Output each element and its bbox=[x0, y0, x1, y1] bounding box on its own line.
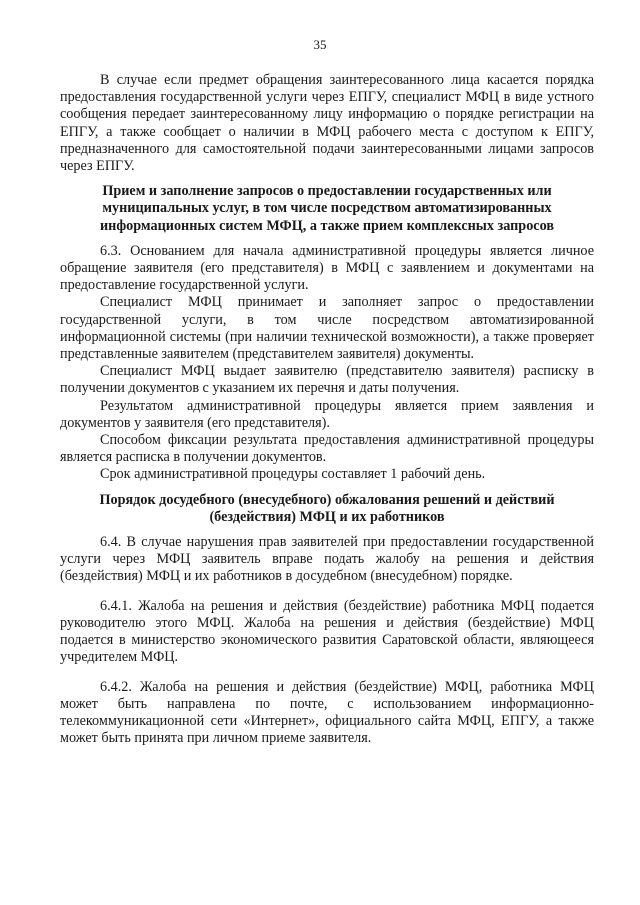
section-heading-appeal: Порядок досудебного (внесудебного) обжалования решений и действий (бездействия) МФЦ и их работников bbox=[99, 491, 555, 525]
paragraph-6-3: 6.3. Основанием для начала административной процедуры является личное обращение заявителя (его представителя) в МФЦ с заявлением и документами на предоставление государственной услуги. bbox=[60, 242, 594, 294]
paragraph-6-4-1: 6.4.1. Жалоба на решения и действия (бездействие) работника МФЦ подается руководителю этого МФЦ. Жалоба на решения и действия (бездействие) МФЦ подается в министерство экономического развития Саратовской области, являющееся учредителем МФЦ. bbox=[60, 597, 594, 666]
paragraph-epgu-info: В случае если предмет обращения заинтересованного лица касается порядка предоставления государственной услуги через ЕПГУ, специалист МФЦ в виде устного сообщения передает заинтересованному лицу информацию о порядке регистрации на ЕПГУ, а также сообщает о наличии в МФЦ рабочего места с доступом к ЕПГУ, предназначенного для самостоятельной подачи заинтересованными лицами запросов через ЕПГУ. bbox=[60, 72, 594, 175]
page-number: 35 bbox=[313, 37, 327, 52]
paragraph-6-4: 6.4. В случае нарушения прав заявителей при предоставлении государственной услуги через МФЦ заявитель вправе подать жалобу на решения и действия (бездействия) МФЦ и их работников в досудебном (внесудебном) порядке. bbox=[60, 534, 594, 585]
document-body bbox=[60, 72, 594, 747]
paragraph-receipt: Специалист МФЦ выдает заявителю (представителю заявителя) расписку в получении документов с указанием их перечня и даты получения. bbox=[60, 363, 594, 397]
paragraph-term: Срок административной процедуры составляет 1 рабочий день. bbox=[100, 466, 486, 483]
section-heading-request-intake: Прием и заполнение запросов о предоставлении государственных или муниципальных услуг, в том числе посредством автоматизированных информационных систем МФЦ, а также прием комплексных запросов bbox=[100, 183, 554, 234]
paragraph-specialist-accepts: Специалист МФЦ принимает и заполняет запрос о предоставлении государственной услуги, в том числе посредством автоматизированной информационной системы (при наличии технической возможности), а также проверяет представленные заявителем (представителем заявителя) документы. bbox=[60, 294, 594, 363]
paragraph-6-4-2: 6.4.2. Жалоба на решения и действия (бездействие) МФЦ, работника МФЦ может быть направлена по почте, с использованием информационно-телекоммуникационной сети «Интернет», официального сайта МФЦ, ЕПГУ, а также может быть принята при личном приеме заявителя. bbox=[60, 678, 594, 747]
paragraph-result: Результатом административной процедуры является прием заявления и документов у заявителя (его представителя). bbox=[60, 397, 594, 431]
paragraph-fixation: Способом фиксации результата предоставления административной процедуры является расписка в получении документов. bbox=[60, 432, 594, 466]
